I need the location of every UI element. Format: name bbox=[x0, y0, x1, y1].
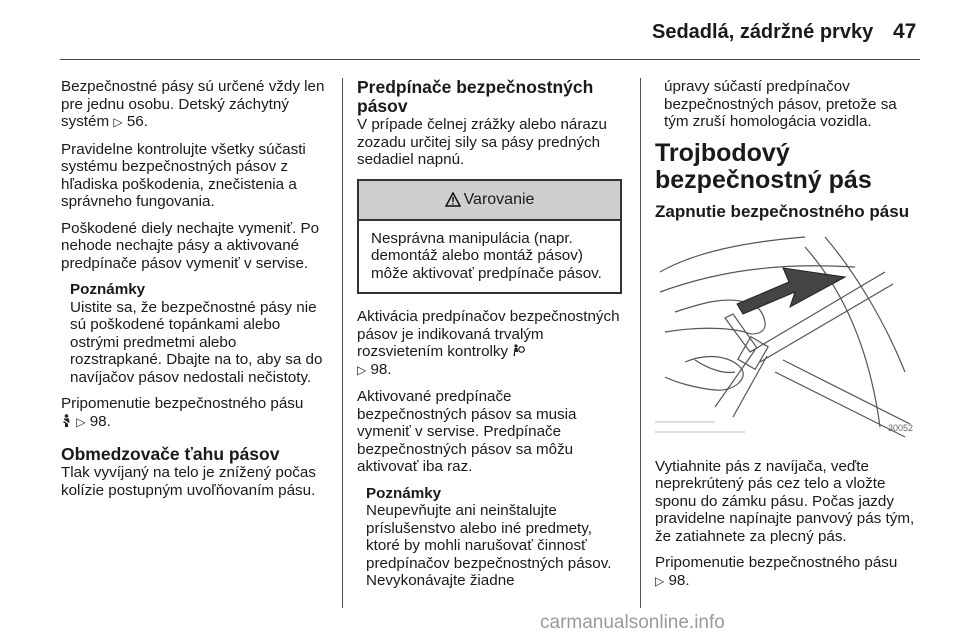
paragraph: Tlak vyvíjaný na telo je znížený počas kolízie postupným uvoľňovaním pásu. bbox=[61, 464, 316, 499]
note-text: Neupevňujte ani neinštalujte príslušenstvo alebo iné predmety, ktoré by mohli narušovať činnosť predpínačov bezpečnostných pásov. Nevykonávajte žiadne bbox=[366, 502, 612, 589]
page-number: 47 bbox=[893, 20, 917, 43]
paragraph bbox=[61, 78, 329, 132]
paragraph bbox=[61, 395, 329, 431]
paragraph-text: Aktivácia predpínačov bezpečnostných pásov je indikovaná trvalým rozsvietením kontrolky bbox=[357, 308, 620, 360]
seatbelt-fastening-drawing bbox=[655, 232, 917, 442]
cross-reference-icon: ▷ bbox=[357, 362, 367, 377]
cross-reference-icon: ▷ bbox=[655, 573, 665, 588]
airbag-icon bbox=[512, 344, 525, 357]
warning-header bbox=[359, 181, 620, 221]
section-title: Sedadlá, zádržné prvky bbox=[652, 21, 874, 43]
note-title: Poznámky bbox=[70, 281, 146, 298]
page-reference: 98. bbox=[89, 412, 111, 430]
column-1 bbox=[61, 78, 329, 508]
page-reference: 98. bbox=[370, 360, 392, 378]
column-divider-2 bbox=[640, 78, 641, 608]
column-3 bbox=[655, 78, 923, 599]
paragraph-text: Bezpečnostné pásy sú určené vždy len pre jednu osobu. Detský záchytný systém bbox=[61, 78, 325, 130]
warning-text: Nesprávna manipulácia (napr. demontáž alebo montáž pásov) môže aktivovať predpínače pásov. bbox=[371, 229, 602, 282]
paragraph: Aktivované predpínače bezpečnostných pásov sa musia vymeniť v servise. Predpínače bezpečnostných pásov sa môžu aktivovať iba raz. bbox=[357, 388, 577, 475]
seatbelt-icon bbox=[61, 414, 72, 427]
paragraph bbox=[655, 554, 923, 590]
note-box bbox=[61, 281, 329, 386]
cross-reference-icon: ▷ bbox=[76, 414, 86, 429]
page-reference: 98. bbox=[668, 571, 690, 589]
note-continuation: úpravy súčastí predpínačov bezpečnostných pásov, pretože sa tým zruší homologácia vozidla. bbox=[664, 78, 897, 130]
paragraph-text: Pripomenutie bezpečnostného pásu bbox=[61, 395, 304, 412]
chapter-heading: Trojbodový bezpečnostný pás bbox=[655, 138, 872, 194]
paragraph: Vytiahnite pás z navíjača, veďte neprekrútený pás cez telo a vložte sponu do zámku pásu. Počas jazdy pravidelne napínajte panvový pás tým, že zatiahnete za plecný pás. bbox=[655, 457, 915, 545]
note-text: Uistite sa, že bezpečnostné pásy nie sú poškodené topánkami alebo ostrými predmetmi alebo rozstrapkané. Dbajte na to, aby sa do navíjačov pásov nedostali nečistoty. bbox=[70, 298, 323, 386]
note-box bbox=[357, 485, 625, 590]
paragraph-text: Pripomenutie bezpečnostného pásu bbox=[655, 554, 898, 571]
paragraph: V prípade čelnej zrážky alebo nárazu zozadu určitej sily sa pásy predných sedadiel napnú. bbox=[357, 116, 607, 168]
subsection-heading: Zapnutie bezpečnostného pásu bbox=[655, 201, 910, 221]
paragraph bbox=[357, 308, 625, 379]
seatbelt-illustration bbox=[655, 232, 917, 442]
page-reference: 56. bbox=[126, 113, 148, 130]
paragraph: Pravidelne kontrolujte všetky súčasti systému bezpečnostných pásov z hľadiska poškodenia, znečistenia a správneho fungovania. bbox=[61, 140, 306, 210]
column-2 bbox=[357, 78, 625, 599]
header-divider bbox=[60, 59, 920, 60]
column-divider-1 bbox=[342, 78, 343, 608]
note-title: Poznámky bbox=[366, 484, 442, 502]
figure-number: 30052 bbox=[887, 423, 913, 433]
warning-title: Varovanie bbox=[463, 190, 535, 208]
warning-triangle-icon bbox=[445, 192, 461, 207]
section-heading: Predpínače bezpečnostných pásov bbox=[357, 77, 594, 116]
section-heading: Obmedzovače ťahu pásov bbox=[61, 444, 280, 464]
cross-reference-icon: ▷ bbox=[113, 115, 123, 129]
paragraph: Poškodené diely nechajte vymeniť. Po nehode nechajte pásy a aktivované predpínače pásov vymeniť v servise. bbox=[61, 219, 320, 272]
page-header bbox=[0, 0, 960, 58]
watermark: carmanualsonline.info bbox=[540, 612, 725, 633]
warning-box bbox=[357, 179, 622, 295]
